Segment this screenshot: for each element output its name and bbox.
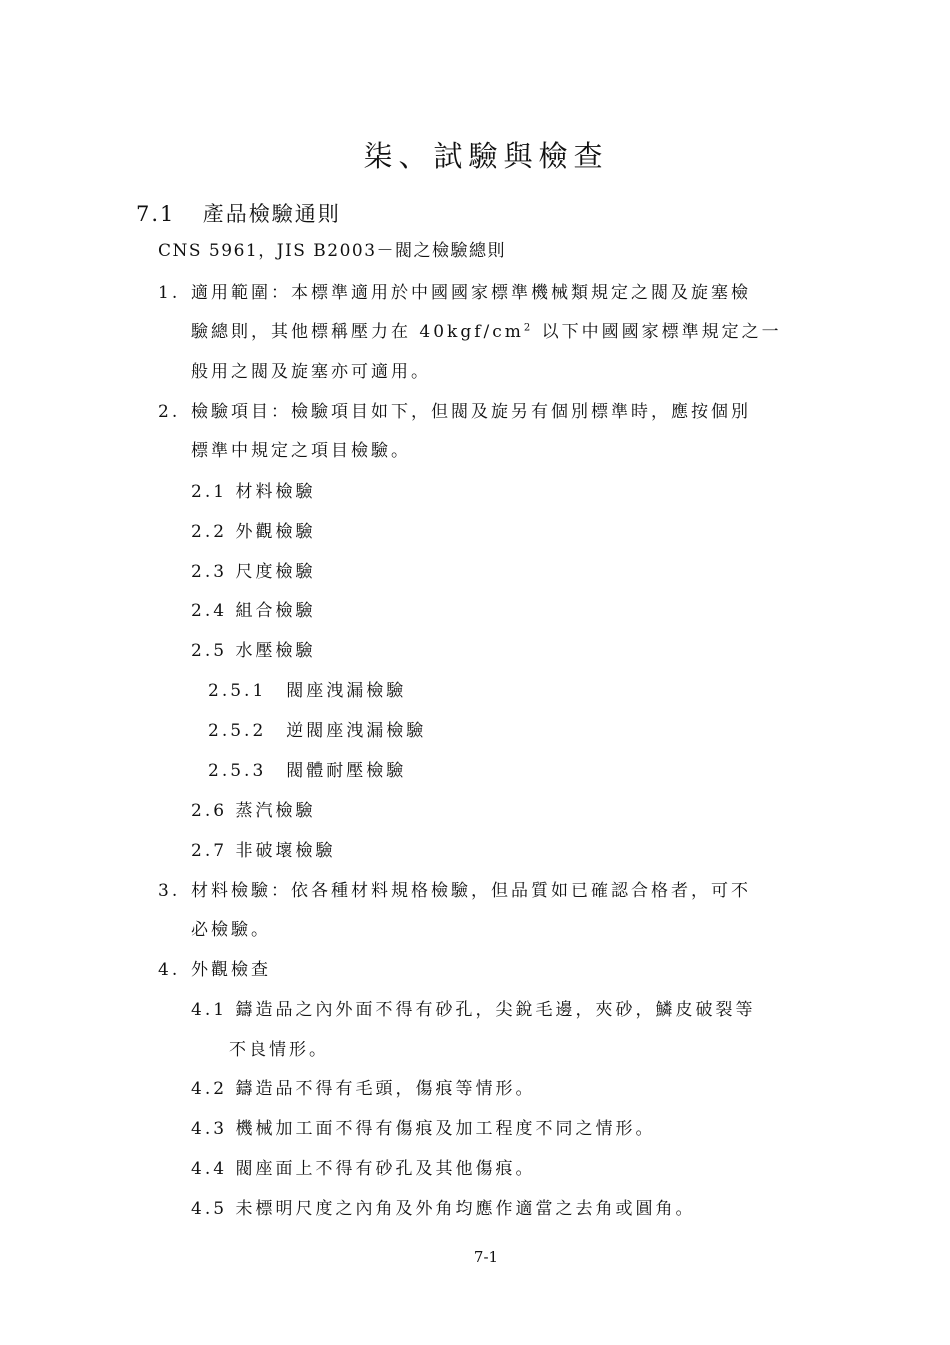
item-1-text-2: 驗總則，其他標稱壓力在 40kgf/cm <box>191 322 524 342</box>
subitem-2-3: 2.3 尺度檢驗 <box>191 562 316 582</box>
item-3-line-1 <box>158 880 751 902</box>
subitem-2-5-3: 2.5.3 閥體耐壓檢驗 <box>208 761 407 781</box>
subitem-4-5: 4.5 未標明尺度之內角及外角均應作適當之去角或圓角。 <box>191 1199 696 1219</box>
item-1-number: 1. <box>158 283 181 303</box>
subitem-2-7: 2.7 非破壞檢驗 <box>191 841 336 861</box>
subitem-2-5: 2.5 水壓檢驗 <box>191 641 316 661</box>
subitem-2-1: 2.1 材料檢驗 <box>191 482 316 502</box>
item-3-line-2: 必檢驗。 <box>191 920 271 940</box>
item-2-number: 2. <box>158 402 181 422</box>
page-number: 7-1 <box>473 1248 499 1266</box>
item-4-line-1 <box>158 959 271 981</box>
subitem-2-5-2: 2.5.2 逆閥座洩漏檢驗 <box>208 721 427 741</box>
subitem-2-2: 2.2 外觀檢驗 <box>191 522 316 542</box>
subitem-4-1: 4.1 鑄造品之內外面不得有砂孔，尖銳毛邊，夾砂，鱗皮破裂等 <box>191 1000 756 1020</box>
item-2-text-1: 檢驗項目：檢驗項目如下，但閥及旋另有個別標準時，應按個別 <box>191 402 751 422</box>
item-2-line-2: 標準中規定之項目檢驗。 <box>191 441 411 461</box>
subitem-2-4: 2.4 組合檢驗 <box>191 601 316 621</box>
subitem-2-6: 2.6 蒸汽檢驗 <box>191 801 316 821</box>
subitem-2-5-1: 2.5.1 閥座洩漏檢驗 <box>208 681 407 701</box>
item-1-text-1: 適用範圍：本標準適用於中國國家標準機械類規定之閥及旋塞檢 <box>191 283 751 303</box>
item-1-line-1 <box>158 282 751 304</box>
standard-reference: CNS 5961，JIS B2003－閥之檢驗總則 <box>158 241 507 261</box>
section-number: 7.1 <box>136 202 176 226</box>
section-heading <box>136 198 341 228</box>
item-1-line-2 <box>191 321 782 343</box>
subitem-4-2: 4.2 鑄造品不得有毛頭，傷痕等情形。 <box>191 1079 536 1099</box>
item-4-text-1: 外觀檢查 <box>191 960 271 980</box>
subitem-4-4: 4.4 閥座面上不得有砂孔及其他傷痕。 <box>191 1159 536 1179</box>
subitem-4-1-cont: 不良情形。 <box>229 1040 329 1060</box>
superscript-2: 2 <box>523 322 534 334</box>
item-1-line-3: 般用之閥及旋塞亦可適用。 <box>191 362 431 382</box>
item-2-line-1 <box>158 401 751 423</box>
section-title: 產品檢驗通則 <box>202 202 341 226</box>
item-4-number: 4. <box>158 960 181 980</box>
item-3-number: 3. <box>158 881 181 901</box>
subitem-4-3: 4.3 機械加工面不得有傷痕及加工程度不同之情形。 <box>191 1119 656 1139</box>
chapter-title: 柒、試驗與檢查 <box>363 139 609 173</box>
item-3-text-1: 材料檢驗：依各種材料規格檢驗，但品質如已確認合格者，可不 <box>191 881 751 901</box>
item-1-text-2-tail: 以下中國國家標準規定之一 <box>533 322 782 342</box>
